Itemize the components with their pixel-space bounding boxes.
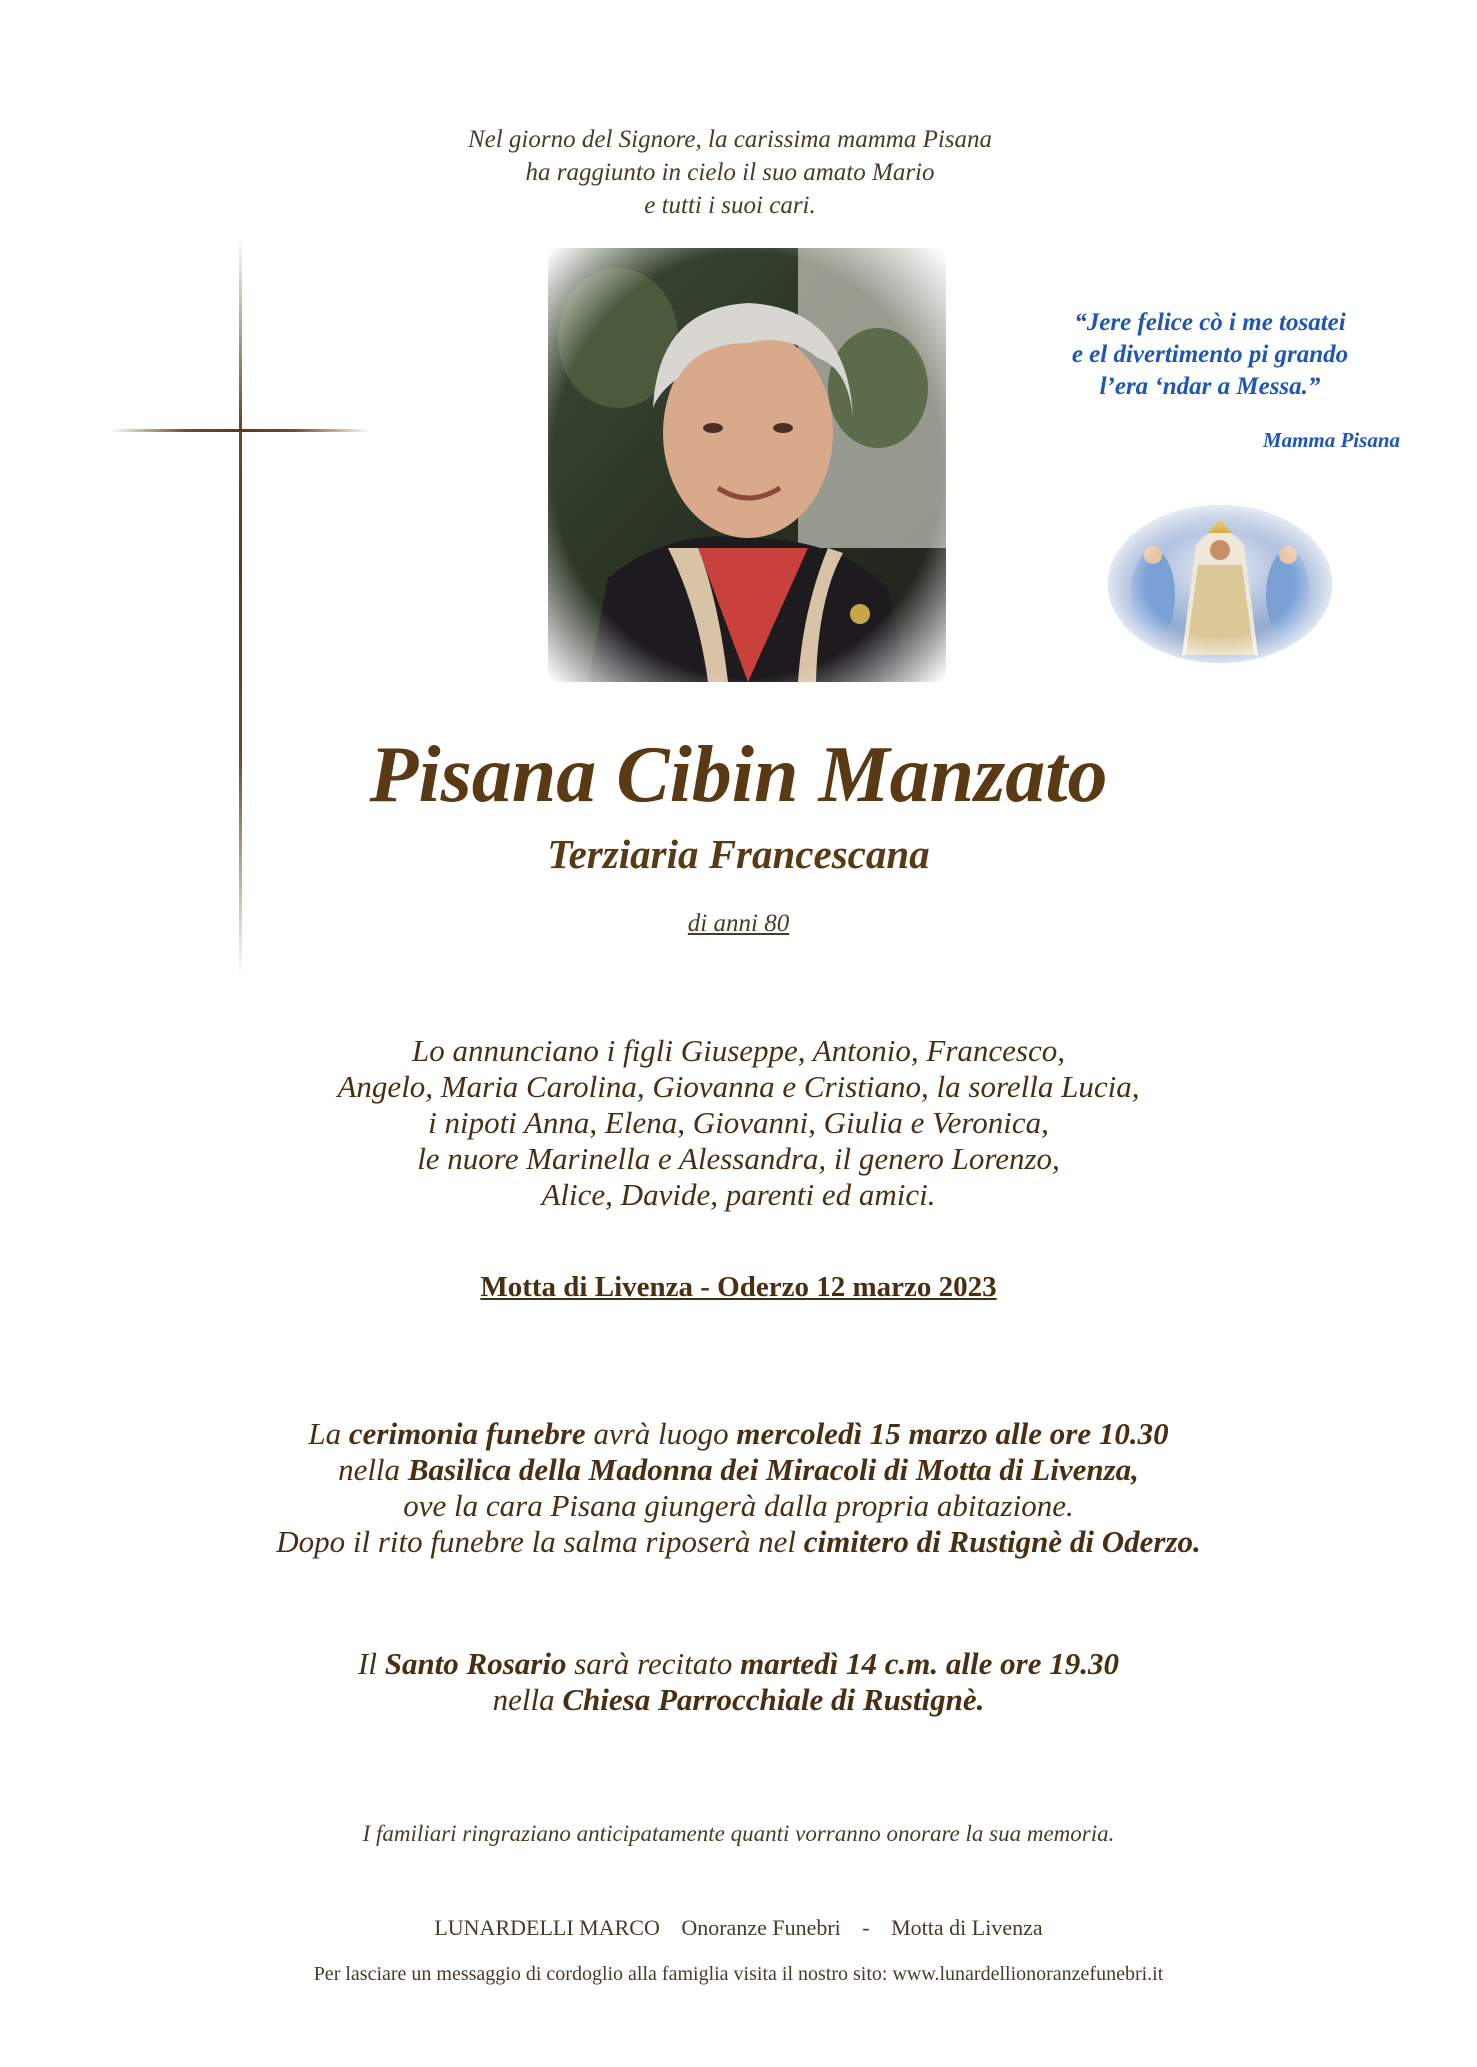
memorial-quote: [1020, 307, 1400, 403]
age-text: di anni 80: [687, 910, 790, 937]
text: sarà recitato: [566, 1646, 741, 1681]
ceremony-line: ove la cara Pisana giungerà dalla propria abitazione.: [403, 1488, 1074, 1523]
rosary-line: [150, 1646, 1327, 1682]
bold-text: cerimonia funebre: [348, 1416, 586, 1451]
bold-text: cimitero di Rustignè di Oderzo.: [803, 1524, 1201, 1559]
cross-vertical-bar: [239, 236, 242, 976]
ceremony-line: [150, 1416, 1327, 1452]
announcement-line: le nuore Marinella e Alessandra, il genero Lorenzo,: [417, 1141, 1060, 1176]
quote-line: e el divertimento pi grando: [1071, 341, 1349, 368]
deceased-age: [600, 910, 877, 938]
separator: -: [862, 1915, 870, 1940]
text: nella: [338, 1452, 408, 1487]
service-name: Onoranze Funebri: [681, 1915, 841, 1940]
rosary-info: [150, 1646, 1327, 1718]
ceremony-line: [150, 1452, 1327, 1488]
bold-text: Basilica della Madonna dei Miracoli di Motta di Livenza,: [407, 1452, 1139, 1487]
company-location: Motta di Livenza: [891, 1915, 1043, 1940]
thanks-note: I familiari ringraziano anticipatamente quanti vorranno onorare la sua memoria.: [362, 1821, 1115, 1846]
family-announcement: [200, 1033, 1277, 1213]
announcement-line: i nipoti Anna, Elena, Giovanni, Giulia e Veronica,: [428, 1105, 1049, 1140]
text: La: [308, 1416, 349, 1451]
text: Dopo il rito funebre la salma riposerà nel: [276, 1524, 804, 1559]
deceased-title: Terziaria Francescana: [547, 831, 930, 877]
bold-text: martedì 14 c.m. alle ore 19.30: [740, 1646, 1119, 1681]
cross-horizontal-bar: [110, 429, 370, 432]
quote-line: l’era ‘ndar a Messa.”: [1099, 373, 1321, 400]
rosary-line: [150, 1682, 1327, 1718]
text: nella: [492, 1682, 563, 1717]
intro-line: e tutti i suoi cari.: [644, 192, 816, 219]
company-name: LUNARDELLI MARCO: [434, 1915, 660, 1940]
intro-line: Nel giorno del Signore, la carissima mamma Pisana: [467, 126, 993, 153]
bold-text: Chiesa Parrocchiale di Rustignè.: [562, 1682, 985, 1717]
bold-text: Santo Rosario: [384, 1646, 567, 1681]
announcement-line: Angelo, Maria Carolina, Giovanna e Cristiano, la sorella Lucia,: [337, 1069, 1140, 1104]
place-date-text: Motta di Livenza - Oderzo 12 marzo 2023: [480, 1271, 997, 1303]
place-date: [300, 1271, 1177, 1304]
bold-text: mercoledì 15 marzo alle ore 10.30: [736, 1416, 1169, 1451]
condolence-message: Per lasciare un messaggio di cordoglio alla famiglia visita il nostro sito: www.lunardellionoranzefunebri.it: [313, 1963, 1164, 1985]
deceased-name: Pisana Cibin Manzato: [369, 731, 1108, 819]
quote-author: Mamma Pisana: [1262, 428, 1400, 452]
ceremony-info: [150, 1416, 1327, 1560]
madonna-image: [1108, 505, 1332, 663]
quote-line: “Jere felice cò i me tosatei: [1074, 309, 1346, 336]
announcement-line: Lo annunciano i figli Giuseppe, Antonio, Francesco,: [412, 1033, 1065, 1068]
portrait-photo: [548, 248, 946, 682]
announcement-line: Alice, Davide, parenti ed amici.: [541, 1177, 936, 1212]
text: Il: [358, 1646, 385, 1681]
funeral-home-line: [150, 1915, 1327, 1941]
intro-text: [300, 123, 1160, 222]
intro-line: ha raggiunto in cielo il suo amato Mario: [525, 159, 935, 186]
ceremony-line: [150, 1524, 1327, 1560]
text: avrà luogo: [585, 1416, 737, 1451]
